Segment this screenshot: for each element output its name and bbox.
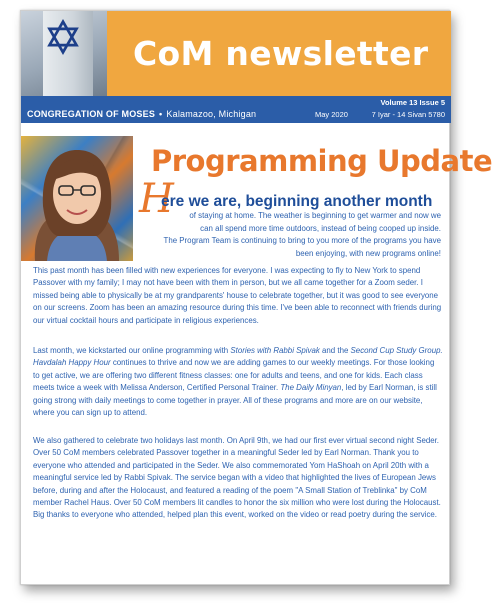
body-paragraph-3 xyxy=(33,435,443,530)
lede-text: ere we are, beginning another month xyxy=(161,193,433,210)
paragraph-text: This past month has been filled with new experiences for everyone. I was expecting to fly to New York to spend Passover with my family; I may not have been with them in person, but we all came together for a Zoom seder. I missed being able to physically be at my grandparents' house to celebrate together, but it was good to see everyone on our screens. Zoom has been an amazing resource during this time. I've been able to reconnect with friends during our virtual cocktail hours and participate in religious experiences. xyxy=(33,266,442,325)
separator-dot: • xyxy=(159,109,163,119)
congregation-label: CONGREGATION OF MOSES xyxy=(27,109,156,119)
masthead xyxy=(21,11,451,96)
city-label: Kalamazoo, Michigan xyxy=(166,109,257,119)
program-title: The Daily Minyan xyxy=(280,383,342,393)
paragraph-run: , led by Earl Norman, is still going strong with daily meetings to come together in prayer. All of these programs and more are on our website, where you can sign up to attend. xyxy=(33,383,437,418)
congregation-name xyxy=(27,109,256,119)
paragraph-text xyxy=(33,345,443,419)
body-paragraph-1 xyxy=(33,265,443,335)
hebrew-date: 7 Iyar - 14 Sivan 5780 xyxy=(371,110,445,119)
intro-line: The Program Team is continuing to bring to you more of the programs you have xyxy=(163,236,441,245)
paragraph-text: We also gathered to celebrate two holidays last month. On April 9th, we had our first ever virtual second night Seder. Over 50 CoM members celebrated Passover together in a meaningful Seder led by Earl Norman. Thank you to everyone who attended and participated in the Seder. We also commemorated Yom HaShoah on April 20th with a meaningful service led by Rabbi Spivak. The service began with a video that highlighted the lives of European Jews before, during and after the Holocaust, and featured a reading of the poem "A Small Station of Treblinka" by CoM member Rachel Haus. Over 50 CoM members lit candles to honor the six million who were lost during the Holocaust. Big thanks to everyone who attended, helped plan this event, worked on the video or read poetry during the service. xyxy=(33,436,441,520)
title-block xyxy=(107,11,451,96)
paragraph-run: Last month, we kickstarted our online programming with xyxy=(33,346,231,355)
info-bar xyxy=(21,96,451,123)
program-title: Stories with Rabbi Spivak xyxy=(230,346,320,355)
drop-cap: H xyxy=(139,176,174,222)
intro-paragraph xyxy=(119,210,441,260)
article-heading: Programming Update xyxy=(151,144,492,178)
portrait-figure xyxy=(21,136,133,261)
author-portrait xyxy=(21,136,133,261)
synagogue-photo xyxy=(21,11,107,96)
body-paragraph-2 xyxy=(33,345,443,427)
star-of-david-icon xyxy=(45,19,81,55)
newsletter-title: CoM newsletter xyxy=(133,34,429,73)
intro-line: can all spend more time outdoors, instead of being cooped up inside. xyxy=(200,223,441,233)
paragraph-run: continues to thrive and now we are adding games to our weekly meetings. For those looking to get active, we are offering two different fitness classes: one for adults and teens, and one for kids. Each class meets twice a week with Melissa Anderson, Certified Personal Trainer. xyxy=(33,358,435,393)
intro-line: been enjoying, with new programs online! xyxy=(295,248,441,258)
paragraph-run: and the xyxy=(319,346,351,355)
volume-issue: Volume 13 Issue 5 xyxy=(380,98,445,107)
issue-date: May 2020 xyxy=(315,110,348,119)
program-title: Second Cup Study Group. Havdalah Happy Hour xyxy=(33,346,443,368)
newsletter-page xyxy=(20,10,492,585)
intro-line: of staying at home. The weather is beginning to get warmer and now we xyxy=(189,211,441,220)
